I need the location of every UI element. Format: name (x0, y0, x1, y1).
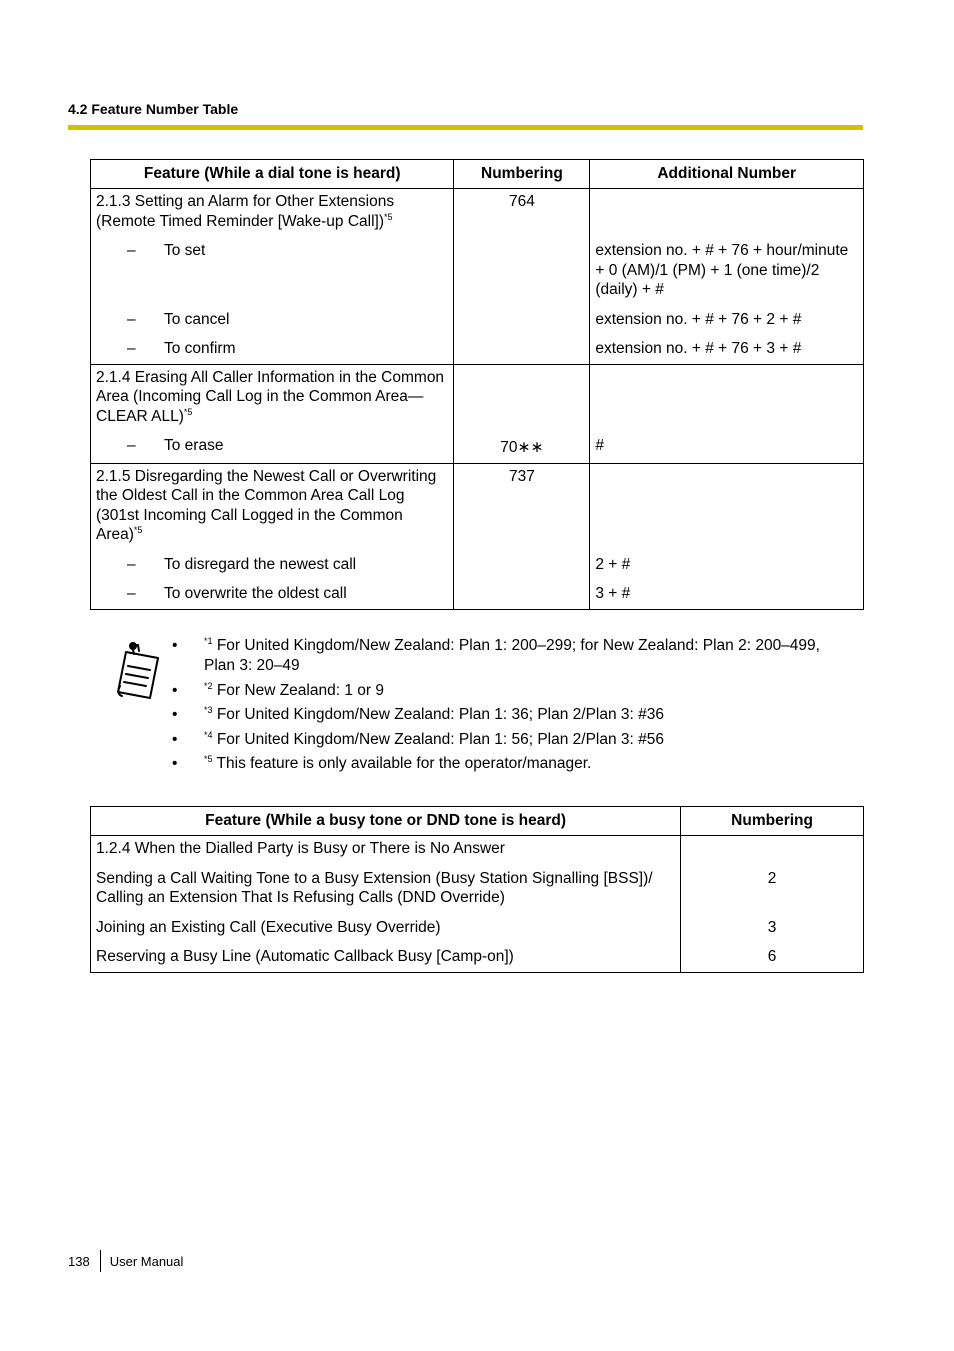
numbering-value: 737 (508, 467, 535, 485)
footnote-mark: *1 (204, 636, 213, 646)
footnote-mark: *5 (204, 754, 213, 764)
footnote-mark: *5 (383, 211, 393, 222)
additional-number: 2 + # (595, 555, 631, 573)
table-row (91, 836, 864, 973)
feature-title: Area (Incoming Call Log in the Common Area— (96, 388, 424, 405)
table-row: 2.1.4 Erasing All Caller Information in the Common Area (Incoming Call Log in the Common Area— CLEAR ALL)$^{*5}$ – To erase 70∗∗ # (91, 364, 864, 463)
additional-number: (daily) + # (595, 281, 664, 298)
feature-title: the Oldest Call in the Common Area Call Log (96, 487, 405, 504)
feature-group-title: 1.2.4 When the Dialled Party is Busy or There is No Answer (96, 840, 505, 857)
page-number: 138 (68, 1253, 90, 1269)
feature-title: Calling an Extension That Is Refusing Calls (DND Override) (96, 889, 505, 906)
sub-feature-label: To confirm (164, 340, 236, 357)
document-title: User Manual (109, 1253, 184, 1269)
sub-feature-label: To erase (164, 437, 224, 454)
footnote-text: For United Kingdom/New Zealand: Plan 1: 36; Plan 2/Plan 3: #36 (212, 706, 665, 723)
sub-feature-label: To overwrite the oldest call (164, 585, 347, 602)
footnote-text: For United Kingdom/New Zealand: Plan 1: 56; Plan 2/Plan 3: #56 (212, 730, 665, 748)
note-pad-icon (112, 642, 164, 700)
list-item: • $^{*4}$ For United Kingdom/New Zealand: Plan 1: 56; Plan 2/Plan 3: #56 (172, 729, 665, 748)
section-title: 4.2 Feature Number Table (68, 101, 239, 117)
footnote-text: For United Kingdom/New Zealand: Plan 1: 200–299; for New Zealand: Plan 2: 200–499, (212, 637, 820, 654)
feature-title: Sending a Call Waiting Tone to a Busy Extension (Busy Station Signalling [BSS])/ (96, 869, 653, 887)
feature-title: 2.1.5 Disregarding the Newest Call or Overwriting (96, 467, 437, 485)
additional-number: extension no. + # + 76 + 3 + # (595, 340, 802, 357)
column-header-additional: Additional Number (590, 160, 864, 189)
footnote-mark: *4 (204, 729, 213, 740)
footnotes-list (172, 636, 852, 779)
sub-feature-label: To disregard the newest call (164, 555, 357, 573)
numbering-value: 3 (767, 918, 777, 936)
table-header-row (91, 807, 864, 836)
sub-feature-label: To cancel (164, 310, 230, 328)
additional-number: + 0 (AM)/1 (PM) + 1 (one time)/2 (595, 261, 820, 279)
footer-divider (100, 1250, 101, 1272)
footnote-mark: *5 (183, 406, 193, 417)
footnote-text: For New Zealand: 1 or 9 (212, 681, 384, 699)
table-row: 2.1.5 Disregarding the Newest Call or Overwriting the Oldest Call in the Common Area Call Log (301st Incoming Call Logged in the Common Area)$^{*5}$ – To disregard the newest call – To overwrite the oldest call 737 2 + # 3 + # (91, 463, 864, 609)
table-header-row (91, 160, 864, 189)
list-item (172, 636, 852, 676)
feature-title: 2.1.3 Setting an Alarm for Other Extensions (96, 193, 395, 210)
header-rule (68, 125, 863, 130)
feature-title: Joining an Existing Call (Executive Busy Override) (96, 918, 441, 936)
column-header-feature: Feature (While a busy tone or DND tone is heard) (91, 807, 681, 836)
additional-number: # (595, 437, 604, 454)
footnote-text: Plan 3: 20–49 (204, 657, 300, 674)
numbering-value: 6 (767, 948, 777, 965)
list-item: • $^{*2}$ For New Zealand: 1 or 9 (172, 680, 384, 699)
list-item: • $^{*5}$ This feature is only available for the operator/manager. (172, 754, 592, 772)
feature-table-busy-tone (90, 806, 864, 973)
sub-feature-label: To set (164, 242, 206, 259)
footnote-mark: *3 (204, 705, 213, 715)
feature-title: Area) (96, 526, 134, 543)
feature-table-dial-tone (90, 159, 864, 610)
footnote-mark: *2 (204, 680, 213, 691)
table-row: 2.1.3 Setting an Alarm for Other Extensions (Remote Timed Reminder [Wake-up Call])$^{*5}$ – To set – To cancel – To confirm 764 extension no. + # + 76 + hour/minute + 0 (AM)/1 (PM) + 1 (one time)/2 (daily) + # extension no. + # + 76 + 2 + # extension no. + # + 76 + 3 + # (91, 189, 864, 365)
column-header-numbering: Numbering (681, 807, 864, 836)
footnote-text: This feature is only available for the operator/manager. (212, 755, 592, 772)
feature-title: Reserving a Busy Line (Automatic Callback Busy [Camp-on]) (96, 948, 514, 965)
additional-number: extension no. + # + 76 + hour/minute (595, 242, 849, 259)
feature-title: (301st Incoming Call Logged in the Common (96, 506, 403, 524)
additional-number: 3 + # (595, 585, 631, 602)
feature-title: 2.1.4 Erasing All Caller Information in the Common (96, 368, 445, 386)
column-header-numbering: Numbering (454, 160, 590, 189)
numbering-value: 764 (508, 193, 535, 210)
numbering-value: 70∗∗ (500, 439, 544, 456)
dash: – (127, 242, 136, 259)
bullet: • (172, 637, 178, 654)
page-footer (68, 1250, 183, 1272)
feature-title: CLEAR ALL) (96, 407, 184, 425)
numbering-value: 2 (767, 869, 777, 887)
list-item: • $^{*3}$ For United Kingdom/New Zealand: Plan 1: 36; Plan 2/Plan 3: #36 (172, 705, 665, 723)
footnote-mark: *5 (133, 525, 143, 535)
additional-number: extension no. + # + 76 + 2 + # (595, 310, 802, 328)
feature-title: (Remote Timed Reminder [Wake-up Call]) (96, 212, 384, 230)
column-header-feature: Feature (While a dial tone is heard) (91, 160, 454, 189)
